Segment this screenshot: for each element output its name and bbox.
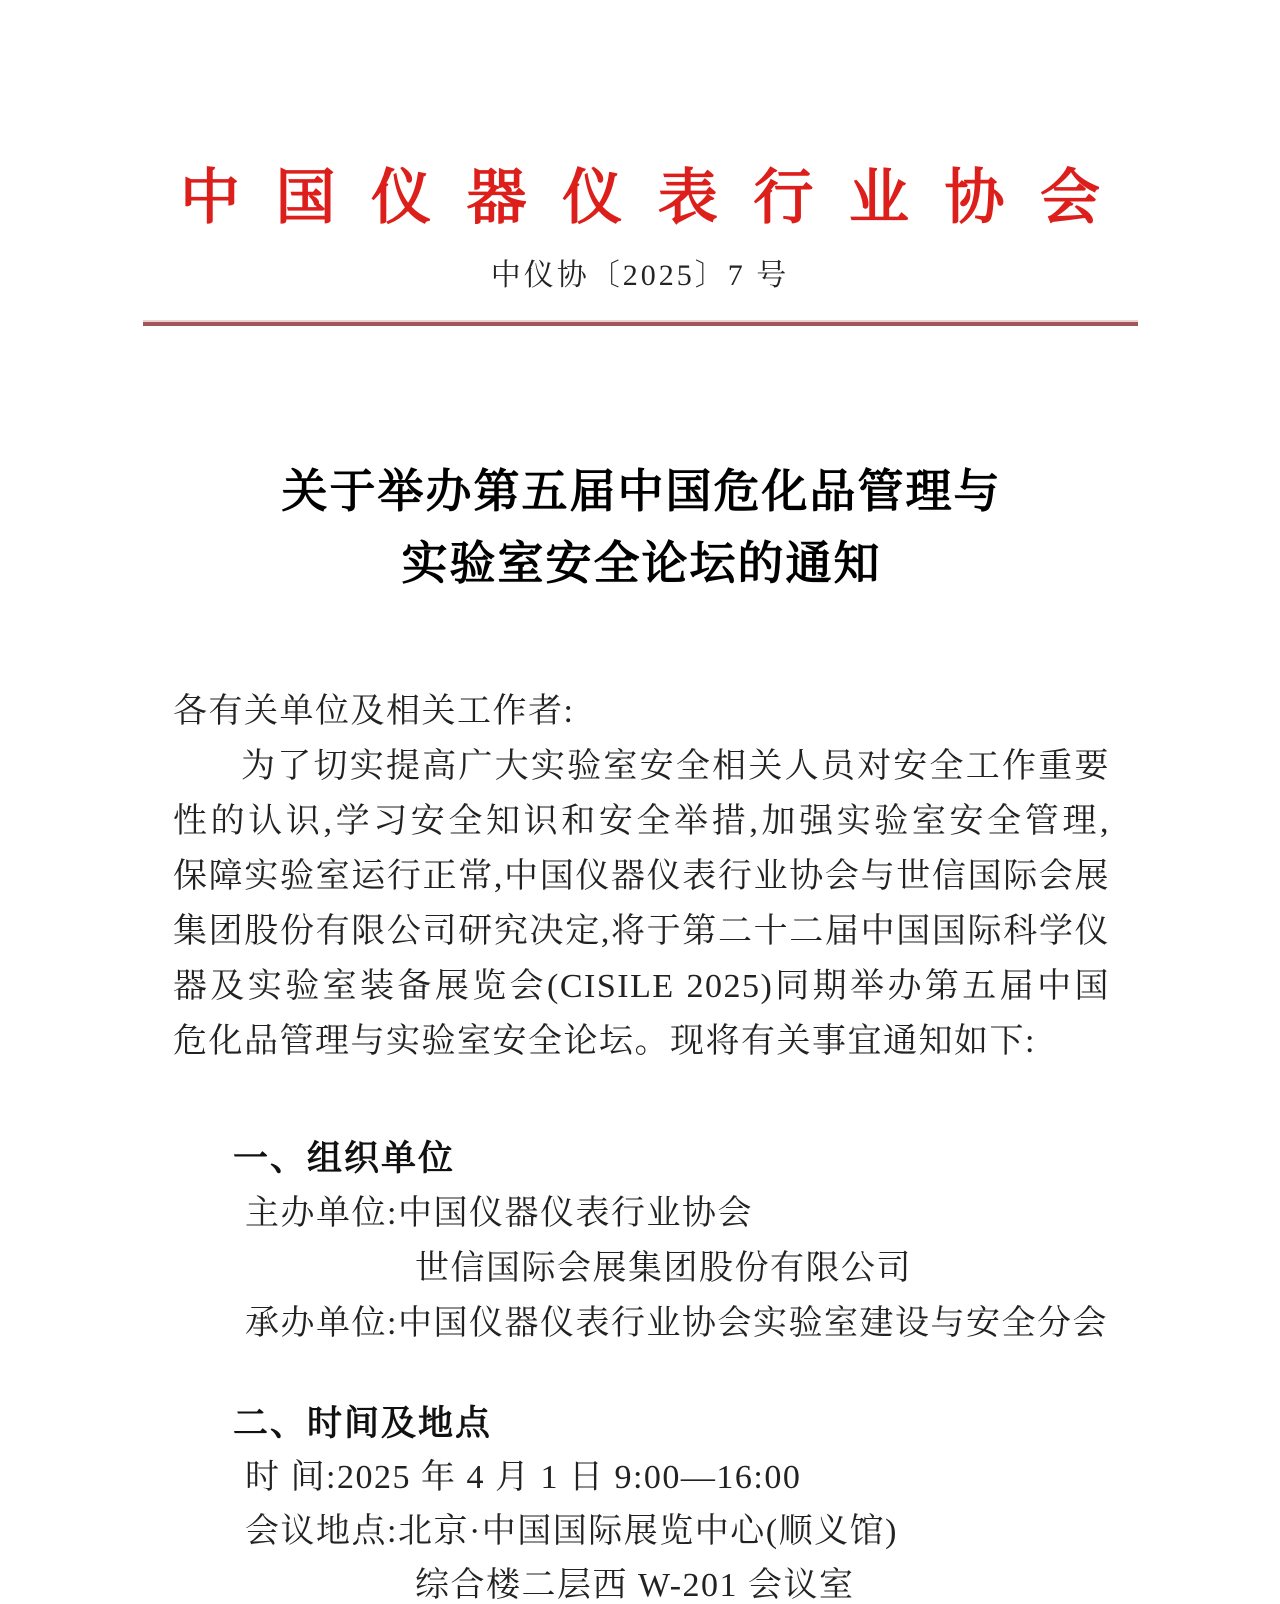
section-2-heading: 二、时间及地点	[233, 1404, 493, 1443]
meeting-time-label: 时 间:	[245, 1459, 337, 1496]
section-1-heading: 一、组织单位	[233, 1139, 456, 1178]
notice-title-line1: 关于举办第五届中国危化品管理与	[281, 466, 1002, 517]
paragraph-line: 保障实验室运行正常,中国仪器仪表行业协会与世信国际会展	[173, 858, 1110, 895]
host-organizer-line	[173, 1186, 1110, 1241]
meeting-time-line	[173, 1451, 1110, 1505]
meeting-venue-line-2: 综合楼二层西 W-201 会议室	[415, 1567, 855, 1604]
meeting-venue-value: 北京·中国国际展览中心(顺义馆)	[397, 1513, 898, 1550]
host-organizer-label: 主办单位:	[245, 1195, 398, 1232]
document-number: 中仪协〔2025〕7 号	[490, 259, 790, 292]
undertaker-value: 中国仪器仪表行业协会实验室建设与安全分会	[397, 1305, 1108, 1342]
paragraph-line: 危化品管理与实验室安全论坛。现将有关事宜通知如下:	[173, 1023, 1036, 1060]
letterhead-org-name: 中国仪器仪表行业协会	[180, 165, 1100, 231]
undertaker-label: 承办单位:	[245, 1305, 398, 1342]
paragraph-line: 器及实验室装备展览会(CISILE 2025)同期举办第五届中国	[173, 968, 1110, 1005]
meeting-venue-label: 会议地点:	[245, 1513, 398, 1550]
meeting-time-value: 2025 年 4 月 1 日 9:00—16:00	[336, 1459, 802, 1496]
host-organizer-value: 中国仪器仪表行业协会	[397, 1195, 753, 1232]
undertaker-line	[173, 1296, 1110, 1351]
host-organizer-line-2: 世信国际会展集团股份有限公司	[415, 1250, 912, 1287]
meeting-venue-line	[173, 1505, 1110, 1559]
notice-title-line2: 实验室安全论坛的通知	[401, 538, 882, 589]
paragraph-line: 性的认识,学习安全知识和安全举措,加强实验室安全管理,	[173, 803, 1110, 840]
letterhead-divider-rule	[143, 322, 1138, 326]
salutation-line: 各有关单位及相关工作者:	[173, 693, 575, 730]
paragraph-line: 集团股份有限公司研究决定,将于第二十二届中国国际科学仪	[173, 913, 1110, 950]
paragraph-line: 为了切实提高广大实验室安全相关人员对安全工作重要	[241, 748, 1110, 785]
document-body	[0, 456, 1280, 1604]
notice-title	[173, 456, 1110, 600]
intro-paragraph	[173, 739, 1110, 1069]
